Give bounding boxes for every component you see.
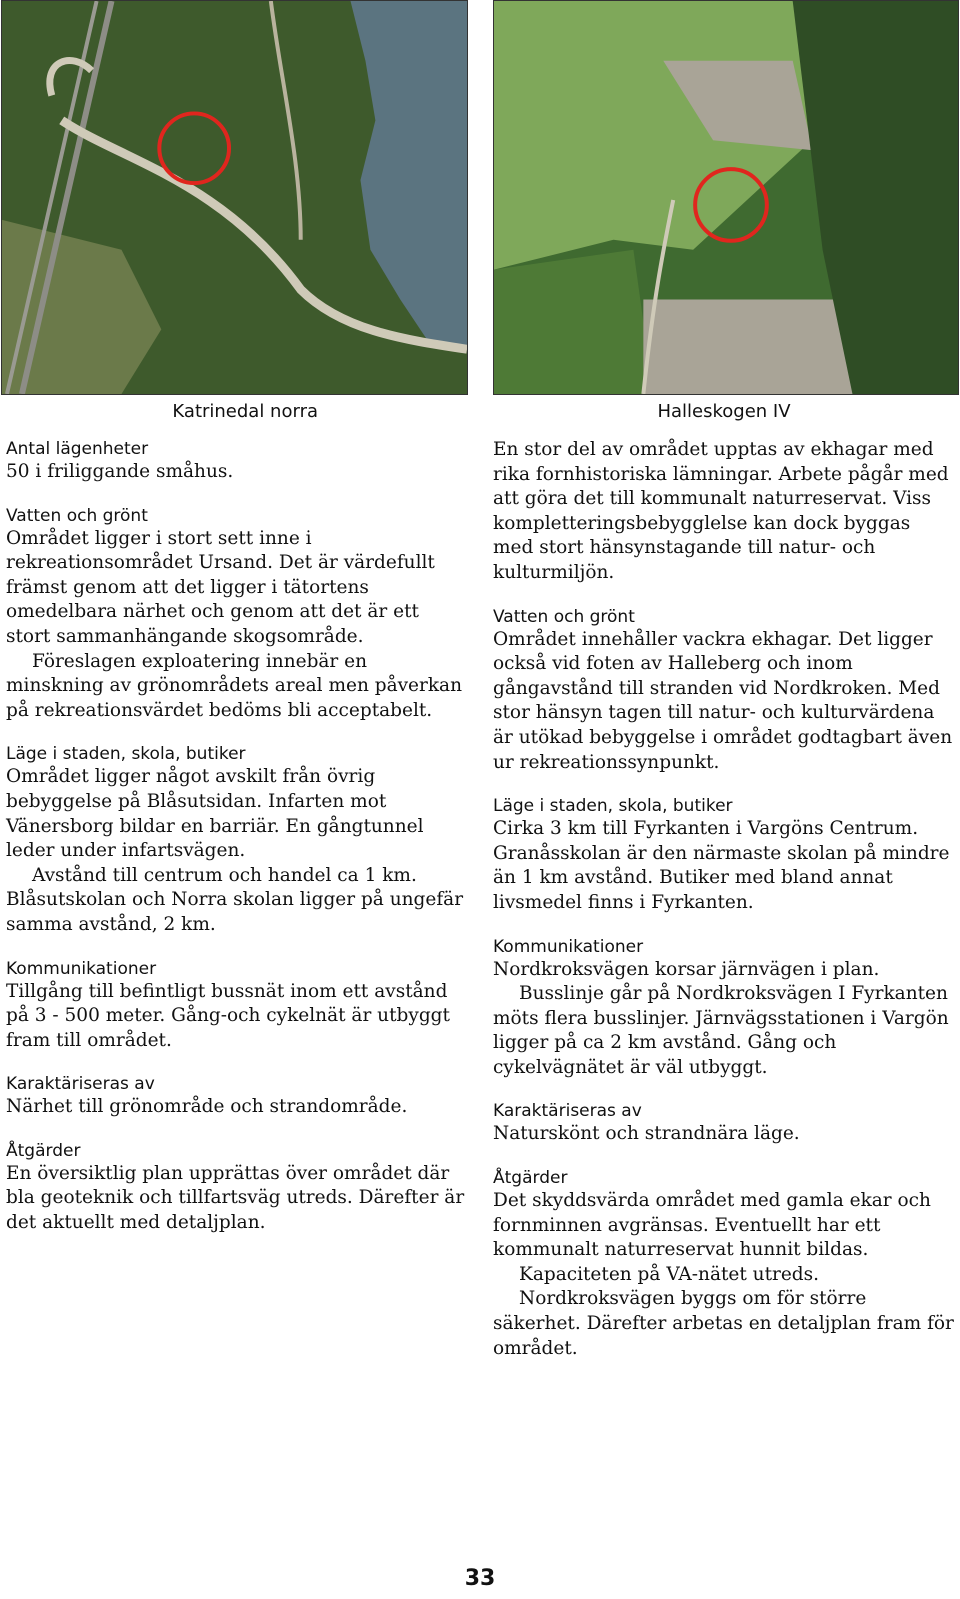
page-number: 33 xyxy=(464,1566,496,1591)
section-heading: Läge i staden, skola, butiker xyxy=(493,796,733,817)
section-heading: Läge i staden, skola, butiker xyxy=(6,744,246,765)
paragraph: Närhet till grönområde och strandområde. xyxy=(6,1096,408,1118)
paragraph: Nordkroksvägen byggs om för större säkerhet. Därefter arbetas en detaljplan fram för området. xyxy=(493,1288,954,1359)
section-heading: Kommunikationer xyxy=(6,958,157,979)
left-column xyxy=(6,400,468,1236)
paragraph: En översiktlig plan upprättas över området där bla geoteknik och tillfartsväg utreds. Därefter är det aktuellt med detaljplan. xyxy=(6,1162,465,1234)
paragraph: Området ligger något avskilt från övrig bebyggelse på Blåsutsidan. Infarten mot Vänersborg bildar en barriär. En gångtunnel leder under infartsvägen. xyxy=(6,766,424,862)
section-heading: Karaktäriseras av xyxy=(493,1101,642,1122)
paragraph: Cirka 3 km till Fyrkanten i Vargöns Centrum. Granåsskolan är den närmaste skolan på mindre än 1 km avstånd. Butiker med bland annat livsmedel finns i Fyrkanten. xyxy=(493,818,950,913)
right-column xyxy=(493,400,955,1361)
paragraph: 50 i friliggande småhus. xyxy=(6,461,234,482)
paragraph: Det skyddsvärda området med gamla ekar och fornminnen avgränsas. Eventuellt har ett kommunalt naturreservat hunnit bildas. xyxy=(493,1190,931,1261)
paragraph: Tillgång till befintligt bussnät inom ett avstånd på 3 - 500 meter. Gång-och cykelnät är utbyggt fram till området. xyxy=(6,980,450,1051)
section-heading: Karaktäriseras av xyxy=(6,1074,155,1095)
section-heading: Antal lägenheter xyxy=(6,439,149,459)
paragraph: Kapaciteten på VA-nätet utreds. xyxy=(519,1263,820,1285)
section-heading: Kommunikationer xyxy=(493,936,644,957)
area-title-right: Halleskogen IV xyxy=(657,401,791,422)
section-heading: Åtgärder xyxy=(493,1168,568,1189)
section-heading: Vatten och grönt xyxy=(6,505,148,526)
paragraph: Området ligger i stort sett inne i rekreationsområdet Ursand. Det är värdefullt främst genom att det ligger i tätortens omedelbara närhet och genom att det är ett stort sammanhängande skogsområde. xyxy=(6,527,435,647)
aerial-photo-katrinedal xyxy=(1,0,468,395)
intro-paragraph: En stor del av området upptas av ekhagar med rika fornhistoriska lämningar. Arbete pågår med att göra det till kommunalt naturreservat. Viss kompletteringsbebygglelse kan dock byggas med stort hänsynstagande till natur- och kulturmiljön. xyxy=(493,439,949,583)
paragraph: Avstånd till centrum och handel ca 1 km. Blåsutskolan och Norra skolan ligger på ungefär samma avstånd, 2 km. xyxy=(6,864,464,935)
area-title-left: Katrinedal norra xyxy=(172,401,318,422)
paragraph: Området innehåller vackra ekhagar. Det ligger också vid foten av Halleberg och inom gångavstånd till stranden vid Nordkroken. Med stor hänsyn tagen till natur- och kulturvärdena är utökad bebyggelse i området godtagbart även ur rekreationssynpunkt. xyxy=(493,628,953,773)
paragraph: Föreslagen exploatering innebär en minskning av grönområdets areal men påverkan på rekreationsvärdet bedöms bli acceptabelt. xyxy=(6,650,463,721)
section-heading: Åtgärder xyxy=(6,1140,81,1161)
section-heading: Vatten och grönt xyxy=(493,606,635,627)
paragraph: Busslinje går på Nordkroksvägen I Fyrkanten möts flera busslinjer. Järnvägsstationen i Vargön ligger på ca 2 km avstånd. Gång och cykelvägnätet är väl utbyggt. xyxy=(493,983,949,1078)
paragraph: Nordkroksvägen korsar järnvägen i plan. xyxy=(493,958,880,980)
paragraph: Naturskönt och strandnära läge. xyxy=(493,1123,800,1145)
aerial-photo-halleskogen xyxy=(493,0,959,395)
